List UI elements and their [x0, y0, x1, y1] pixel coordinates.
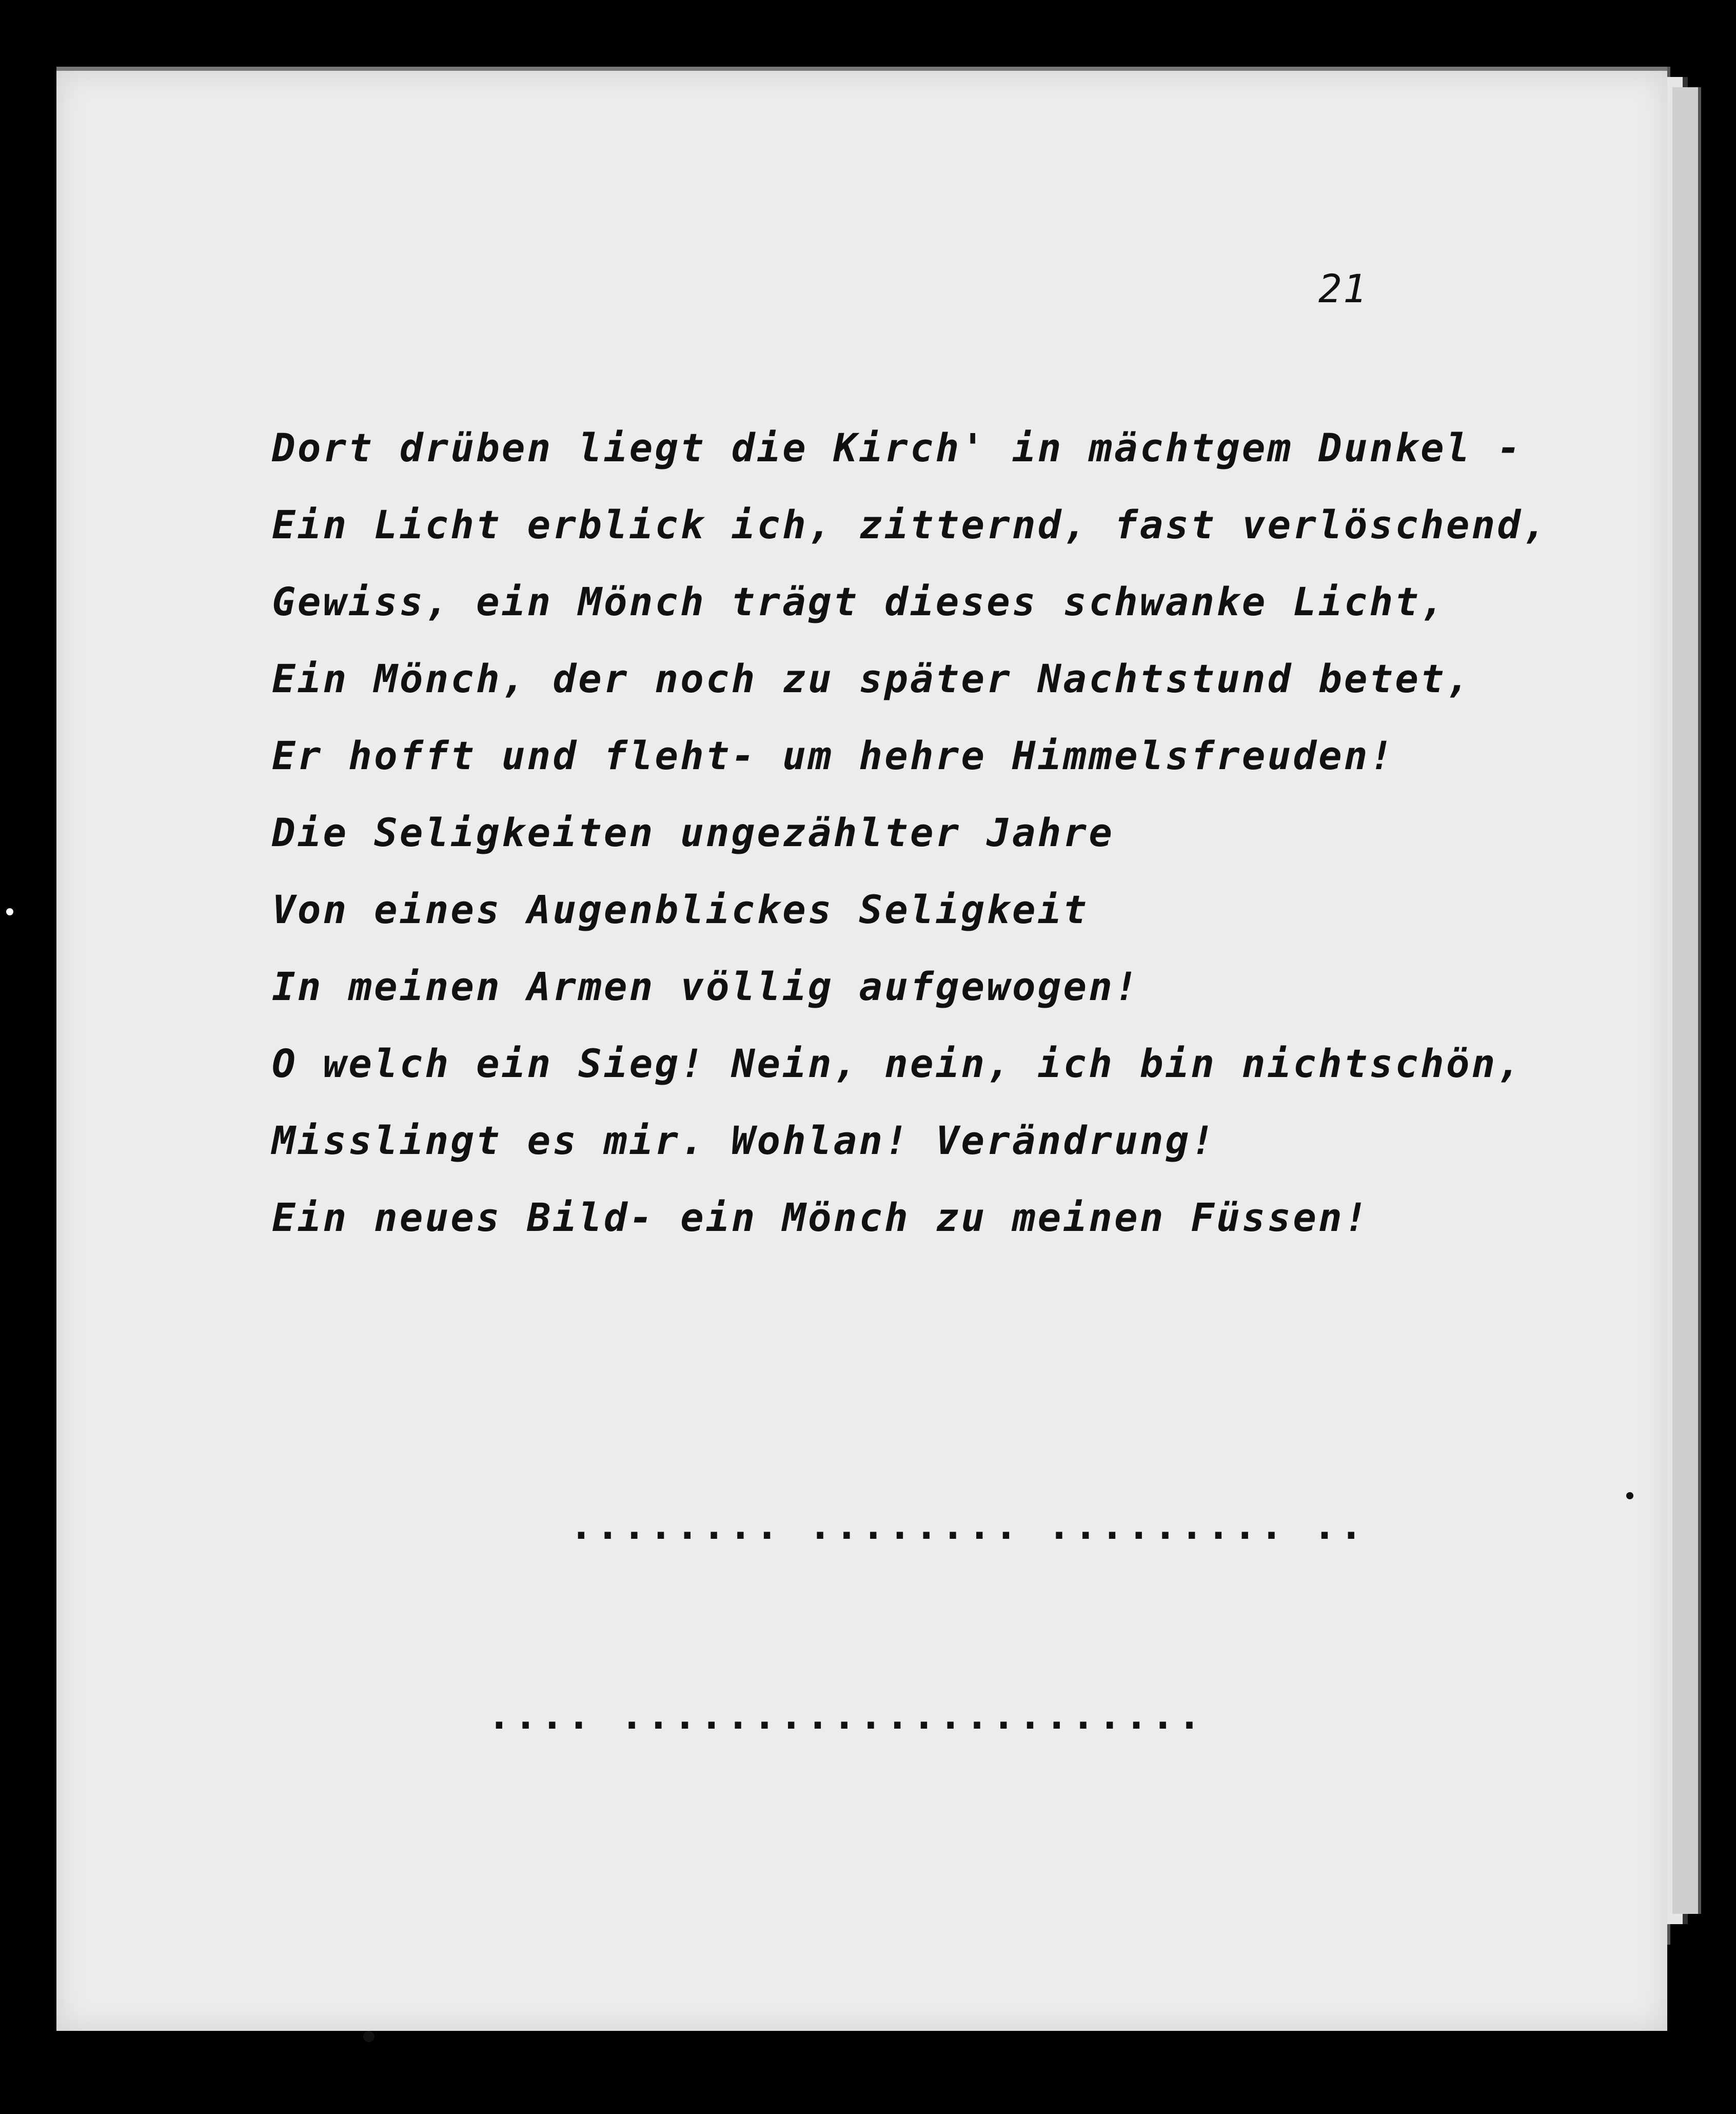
poem-line: O welch ein Sieg! Nein, nein, ich bin nichtschön,: [272, 1041, 1523, 1086]
poem-line: Misslingt es mir. Wohlan! Verändrung!: [272, 1118, 1216, 1163]
typescript-page: [56, 67, 1667, 2031]
stacked-page-edge: [1672, 87, 1701, 1914]
ink-speck: [6, 908, 13, 915]
poem-line: In meinen Armen völlig aufgewogen!: [272, 964, 1140, 1009]
ink-speck: [363, 2031, 374, 2042]
poem-line: Gewiss, ein Mönch trägt dieses schwanke Licht,: [272, 579, 1446, 624]
poem-line: Ein neues Bild- ein Mönch zu meinen Füssen!: [272, 1195, 1370, 1240]
poem-text: [272, 409, 1606, 1256]
poem-line: Dort drüben liegt die Kirch' in mächtgem Dunkel -: [272, 425, 1523, 471]
poem-line: Von eines Augenblickes Seligkeit: [272, 887, 1089, 932]
poem-line: Die Seligkeiten ungezählter Jahre: [272, 810, 1114, 855]
poem-line: Er hofft und fleht- um hehre Himmelsfreuden!: [272, 733, 1395, 778]
page-number: 21: [1318, 266, 1368, 311]
poem-line: Ein Licht erblick ich, zitternd, fast verlöschend,: [272, 502, 1548, 547]
poem-line: Ein Mönch, der noch zu später Nachtstund betet,: [272, 656, 1472, 701]
ellipsis-line: .... ......................: [487, 1692, 1205, 1738]
ellipsis-line: ........ ........ ......... ..: [569, 1502, 1366, 1548]
ink-speck: [1626, 1492, 1633, 1499]
